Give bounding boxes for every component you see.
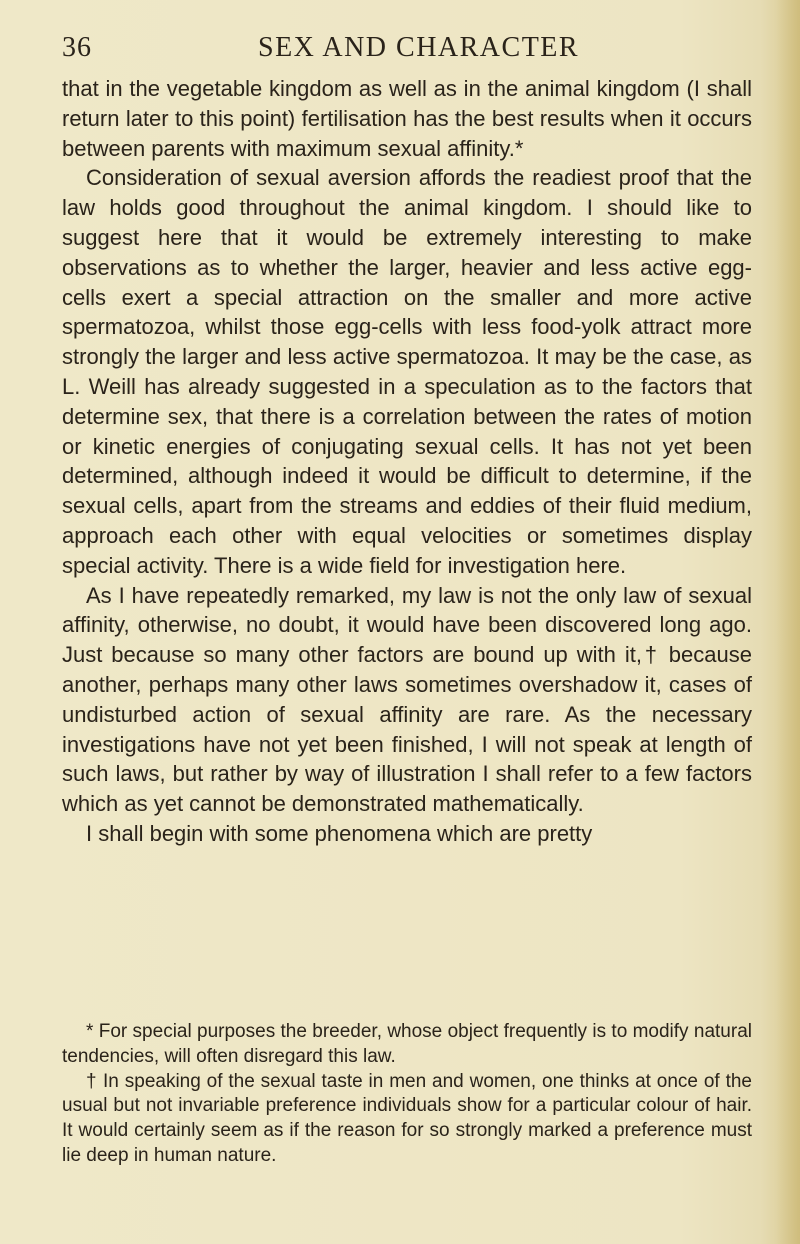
paragraph: Consideration of sexual aversion affords the readiest proof that the law holds good throughout the animal kingdom. I should like to suggest here that it would be extremely interesting to make observations as to whether the larger, heavier and less active egg-cells exert a special attraction on the smaller and more active spermatozoa, whilst those egg-cells with less food-yolk attract more strongly the larger and less active spermatozoa. It may be the case, as L. Weill has already suggested in a speculation as to the factors that determine sex, that there is a correlation between the rates of motion or kinetic energies of conjugating sexual cells. It has not yet been determined, although indeed it would be difficult to determine, if the sexual cells, apart from the streams and eddies of their fluid medium, approach each other with equal velocities or sometimes display special activity. There is a wide field for investigation here. <box>62 165 752 578</box>
page-edge-shadow <box>776 0 800 1244</box>
paragraph: that in the vegetable kingdom as well as in the animal kingdom (I shall return later to this point) fertilisation has the best results when it occurs between parents with maximum sexual affinity.* <box>62 76 752 161</box>
footnotes <box>62 1020 752 1169</box>
paragraph: As I have repeatedly remarked, my law is not the only law of sexual affinity, otherwise, no doubt, it would have been discovered long ago. Just because so many other factors are bound up with it,† because another, perhaps many other laws sometimes overshadow it, cases of undisturbed action of sexual affinity are rare. As the necessary investigations have not yet been finished, I will not speak at length of such laws, but rather by way of illustration I shall refer to a few factors which as yet cannot be demonstrated mathematically. <box>62 582 752 817</box>
running-title: SEX AND CHARACTER <box>258 32 580 63</box>
paragraph: I shall begin with some phenomena which are pretty <box>86 820 593 846</box>
page-header <box>62 30 752 70</box>
footnote-dagger: † In speaking of the sexual taste in men and women, one thinks at once of the usual but not invariable preference individuals show for a particular colour of hair. It would certainly seem as if the reason for so strongly marked a preference must lie deep in human nature. <box>62 1070 752 1166</box>
body-text <box>62 74 752 849</box>
page-number: 36 <box>62 32 92 63</box>
footnote-asterisk: * For special purposes the breeder, whose object frequently is to modify natural tendencies, will often disregard this law. <box>62 1021 752 1067</box>
